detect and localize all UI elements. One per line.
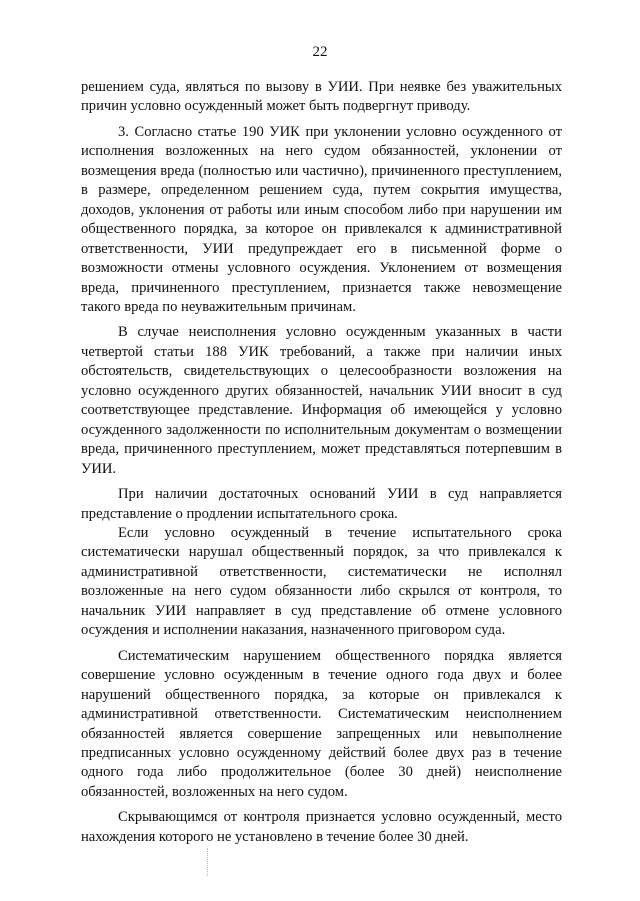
scan-artifact-line: [207, 848, 209, 876]
paragraph-article-190: 3. Согласно статье 190 УИК при уклонении условно осужденного от исполнения возложенных на него судом обязанностей, уклонении от возмещения вреда (полностью или частично), причиненного преступлением, в размере, определенном решением суда, путем сокрытия имущества, доходов, уклонения от работы или иным способом либо при нарушении им общественного порядка, за которое он привлекался к административной ответственности, УИИ предупреждает его в письменной форме о возможности отмены условного осуждения. Уклонением от возмещения вреда, причиненного преступлением, признается также невозмещение такого вреда по неуважительным причинам.: [81, 123, 562, 315]
paragraph-non-execution: В случае неисполнения условно осужденным указанных в части четвертой статьи 188 УИК требований, а также при наличии иных обстоятельств, свидетельствующих о целесообразности возложения на условно осужденного других обязанностей, начальник УИИ вносит в суд соответствующее представление. Информация об имеющейся у условно осужденного задолженности по исполнительным документам о возмещении вреда, причиненного преступлением, может представляться потерпевшим в УИИ.: [81, 324, 562, 477]
paragraph-continuation: решением суда, являться по вызову в УИИ. При неявке без уважительных причин условно осужденный может быть подвергнут приводу.: [81, 79, 562, 115]
paragraph-absconding: Скрывающимся от контроля признается условно осужденный, место нахождения которого не установлено в течение более 30 дней.: [81, 809, 562, 845]
document-body: [81, 78, 562, 847]
paragraph-revocation: Если условно осужденный в течение испытательного срока систематически нарушал общественный порядок, за что привлекался к административной ответственности, систематически не исполнял возложенные на него судом обязанности либо скрылся от контроля, то начальник УИИ направляет в суд представление об отмене условного осуждения и исполнении наказания, назначенного приговором суда.: [81, 524, 562, 639]
paragraph-probation-extension: При наличии достаточных оснований УИИ в суд направляется представление о продлении испытательного срока.: [81, 486, 562, 522]
page-number: 22: [312, 44, 328, 60]
paragraph-systematic-violation: Систематическим нарушением общественного порядка является совершение условно осужденным в течение одного года двух и более нарушений общественного порядка, за которые он привлекался к административной ответственности. Систематическим неисполнением обязанностей является совершение запрещенных или невыполнение предписанных условно осужденному действий более двух раз в течение одного года либо продолжительное (более 30 дней) неисполнение обязанностей, возложенных на него судом.: [81, 647, 562, 800]
